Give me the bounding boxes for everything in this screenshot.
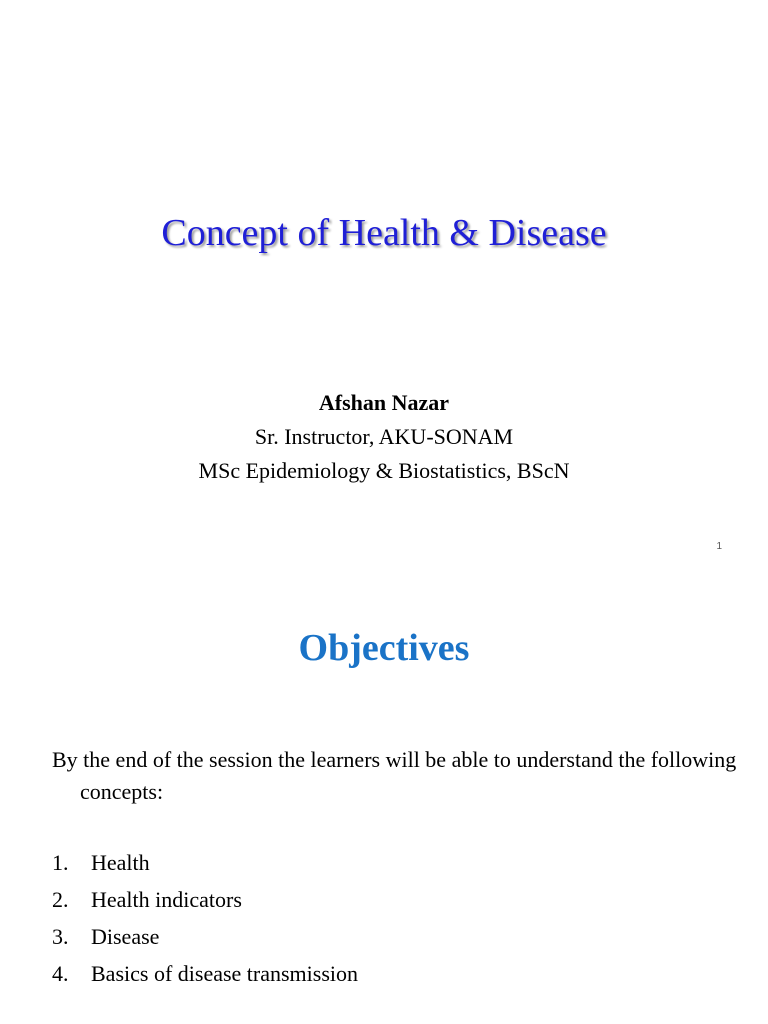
list-item-number: 3. xyxy=(52,924,69,949)
list-item-number: 1. xyxy=(52,850,69,875)
author-role: Sr. Instructor, AKU-SONAM xyxy=(254,424,514,449)
list-item xyxy=(52,959,358,996)
list-item-label: Basics of disease transmission xyxy=(91,961,359,986)
objectives-title: Objectives xyxy=(298,627,470,669)
slide-2 xyxy=(0,576,768,1024)
list-item xyxy=(52,885,358,922)
objectives-list xyxy=(52,848,358,996)
list-item-label: Health xyxy=(91,850,150,875)
list-item-number: 4. xyxy=(52,961,69,986)
slide-title: Concept of Health & Disease xyxy=(161,212,607,254)
author-block xyxy=(0,386,768,488)
author-degrees: MSc Epidemiology & Biostatistics, BScN xyxy=(198,458,570,483)
list-item xyxy=(52,848,358,885)
objectives-intro: By the end of the session the learners will be able to understand the following concepts: xyxy=(52,747,737,804)
list-item-number: 2. xyxy=(52,887,69,912)
list-item-label: Disease xyxy=(91,924,160,949)
list-item xyxy=(52,922,358,959)
author-name: Afshan Nazar xyxy=(318,390,450,415)
list-item-label: Health indicators xyxy=(91,887,242,912)
page-number: 1 xyxy=(716,541,722,552)
